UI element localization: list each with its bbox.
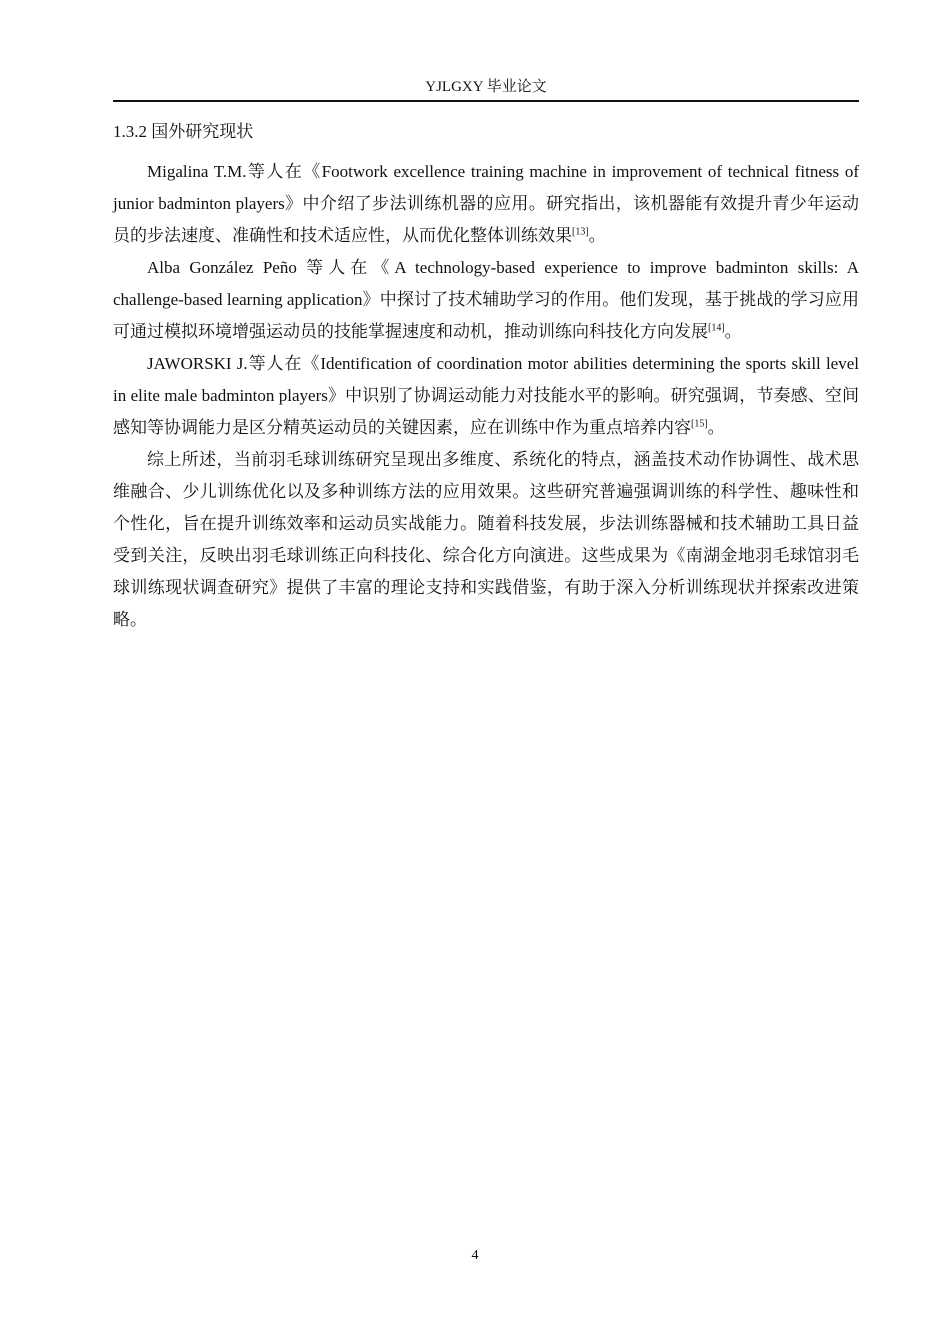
paragraph-text: 综上所述，当前羽毛球训练研究呈现出多维度、系统化的特点，涵盖技术动作协调性、战术思维融合、少儿训练优化以及多种训练方法的应用效果。这些研究普遍强调训练的科学性、趣味性和个性化，旨在提升训练效率和运动员实战能力。随着科技发展，步法训练器械和技术辅助工具日益受到关注，反映出羽毛球训练正向科技化、综合化方向演进。这些成果为《南湖金地羽毛球馆羽毛球训练现状调查研究》提供了丰富的理论支持和实践借鉴，有助于深入分析训练现状并探索改进策略。: [113, 450, 859, 629]
page-number: 4: [471, 1248, 479, 1263]
citation-13: [13]: [572, 226, 589, 238]
paragraph-end: 。: [707, 418, 725, 437]
citation-15: [15]: [691, 418, 708, 430]
paragraph-migalina: [113, 156, 859, 252]
paragraph-end: 。: [724, 322, 742, 341]
page-body: [113, 118, 859, 636]
paragraph-end: 。: [588, 226, 606, 245]
paragraph-text: Migalina T.M.等人在《Footwork excellence training machine in improvement of technical fitness of junior badminton players》中介绍了步法训练机器的应用。研究指出，该机器能有效提升青少年运动员的步法速度、准确性和技术适应性，从而优化整体训练效果: [113, 162, 859, 245]
paragraph-summary: [113, 444, 859, 636]
paragraph-text: Alba González Peño 等人在《A technology-based experience to improve badminton skills: A challenge-based learning application》中探讨了技术辅助学习的作用。他们发现，基于挑战的学习应用可通过模拟环境增强运动员的技能掌握速度和动机，推动训练向科技化方向发展: [113, 258, 859, 341]
paragraph-jaworski: [113, 348, 859, 444]
running-header: YJLGXY 毕业论文: [425, 79, 547, 95]
section-heading: 1.3.2 国外研究现状: [113, 122, 254, 141]
citation-14: [14]: [708, 322, 725, 334]
paragraph-text: JAWORSKI J.等人在《Identification of coordination motor abilities determining the sports skill level in elite male badminton players》中识别了协调运动能力对技能水平的影响。研究强调，节奏感、空间感知等协调能力是区分精英运动员的关键因素，应在训练中作为重点培养内容: [113, 354, 859, 437]
header-rule: [113, 100, 859, 102]
paragraph-gonzalez: [113, 252, 859, 348]
